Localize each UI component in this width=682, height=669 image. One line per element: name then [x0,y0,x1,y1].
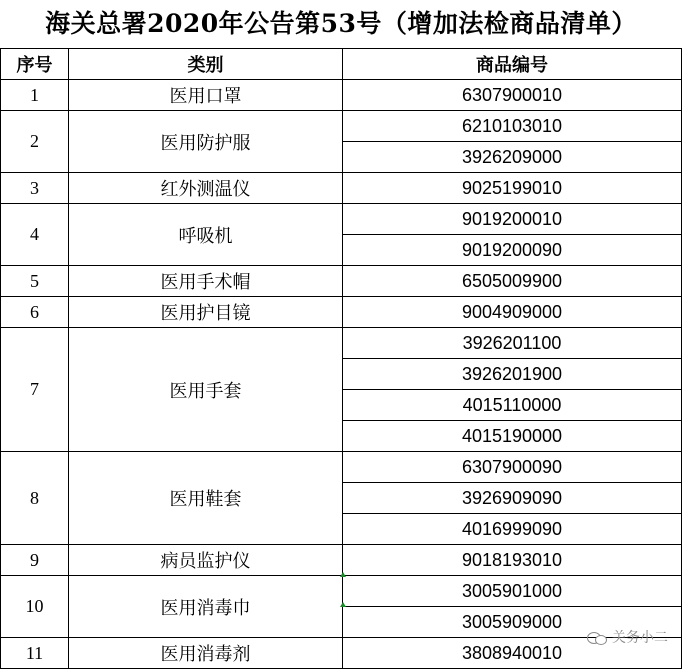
category-cell: 医用护目镜 [69,297,343,328]
seq-cell: 1 [1,80,69,111]
code-cell: 3926201100 [343,328,682,359]
code-cell: 3926209000 [343,142,682,173]
seq-cell: 5 [1,266,69,297]
table-header-row [1,49,682,80]
table-row [1,328,682,359]
code-cell: 9018193010 [343,545,682,576]
table-row [1,638,682,669]
table-row [1,204,682,235]
table-row [1,452,682,483]
table-row [1,80,682,111]
seq-cell: 2 [1,111,69,173]
code-cell: 6307900090 [343,452,682,483]
category-cell: 医用手套 [69,328,343,452]
watermark-text: 关务小二 [612,630,668,646]
seq-cell: 4 [1,204,69,266]
code-cell: 3926909090 [343,483,682,514]
category-cell: 医用手术帽 [69,266,343,297]
seq-cell: 11 [1,638,69,669]
table-row [1,173,682,204]
category-cell: 呼吸机 [69,204,343,266]
header-category: 类别 [69,49,343,80]
wechat-icon [587,630,607,645]
cell-corner-mark [340,602,346,607]
watermark [587,627,668,647]
code-cell: 3005901000 [343,576,682,607]
category-cell: 医用口罩 [69,80,343,111]
code-cell: 9004909000 [343,297,682,328]
category-cell: 红外测温仪 [69,173,343,204]
category-cell: 医用防护服 [69,111,343,173]
code-cell: 6210103010 [343,111,682,142]
code-cell: 3926201900 [343,359,682,390]
cell-corner-mark [340,572,346,577]
code-cell: 9019200010 [343,204,682,235]
table-row [1,111,682,142]
code-cell: 4015190000 [343,421,682,452]
category-cell: 医用消毒巾 [69,576,343,638]
seq-cell: 6 [1,297,69,328]
code-cell: 3808940010 [343,638,682,669]
seq-cell: 8 [1,452,69,545]
code-cell: 6505009900 [343,266,682,297]
seq-cell: 9 [1,545,69,576]
header-code: 商品编号 [343,49,682,80]
page-title: 海关总署2020年公告第53号（增加法检商品清单） [45,9,637,38]
category-cell: 病员监护仪 [69,545,343,576]
category-cell: 医用消毒剂 [69,638,343,669]
table-row [1,297,682,328]
code-cell: 3005909000 [343,607,682,638]
category-cell: 医用鞋套 [69,452,343,545]
code-cell: 9019200090 [343,235,682,266]
code-cell: 4015110000 [343,390,682,421]
seq-cell: 3 [1,173,69,204]
code-cell: 6307900010 [343,80,682,111]
table-body [1,80,682,669]
seq-cell: 7 [1,328,69,452]
seq-cell: 10 [1,576,69,638]
table-row [1,545,682,576]
code-cell: 4016999090 [343,514,682,545]
header-seq: 序号 [1,49,69,80]
code-cell: 9025199010 [343,173,682,204]
table-row [1,266,682,297]
